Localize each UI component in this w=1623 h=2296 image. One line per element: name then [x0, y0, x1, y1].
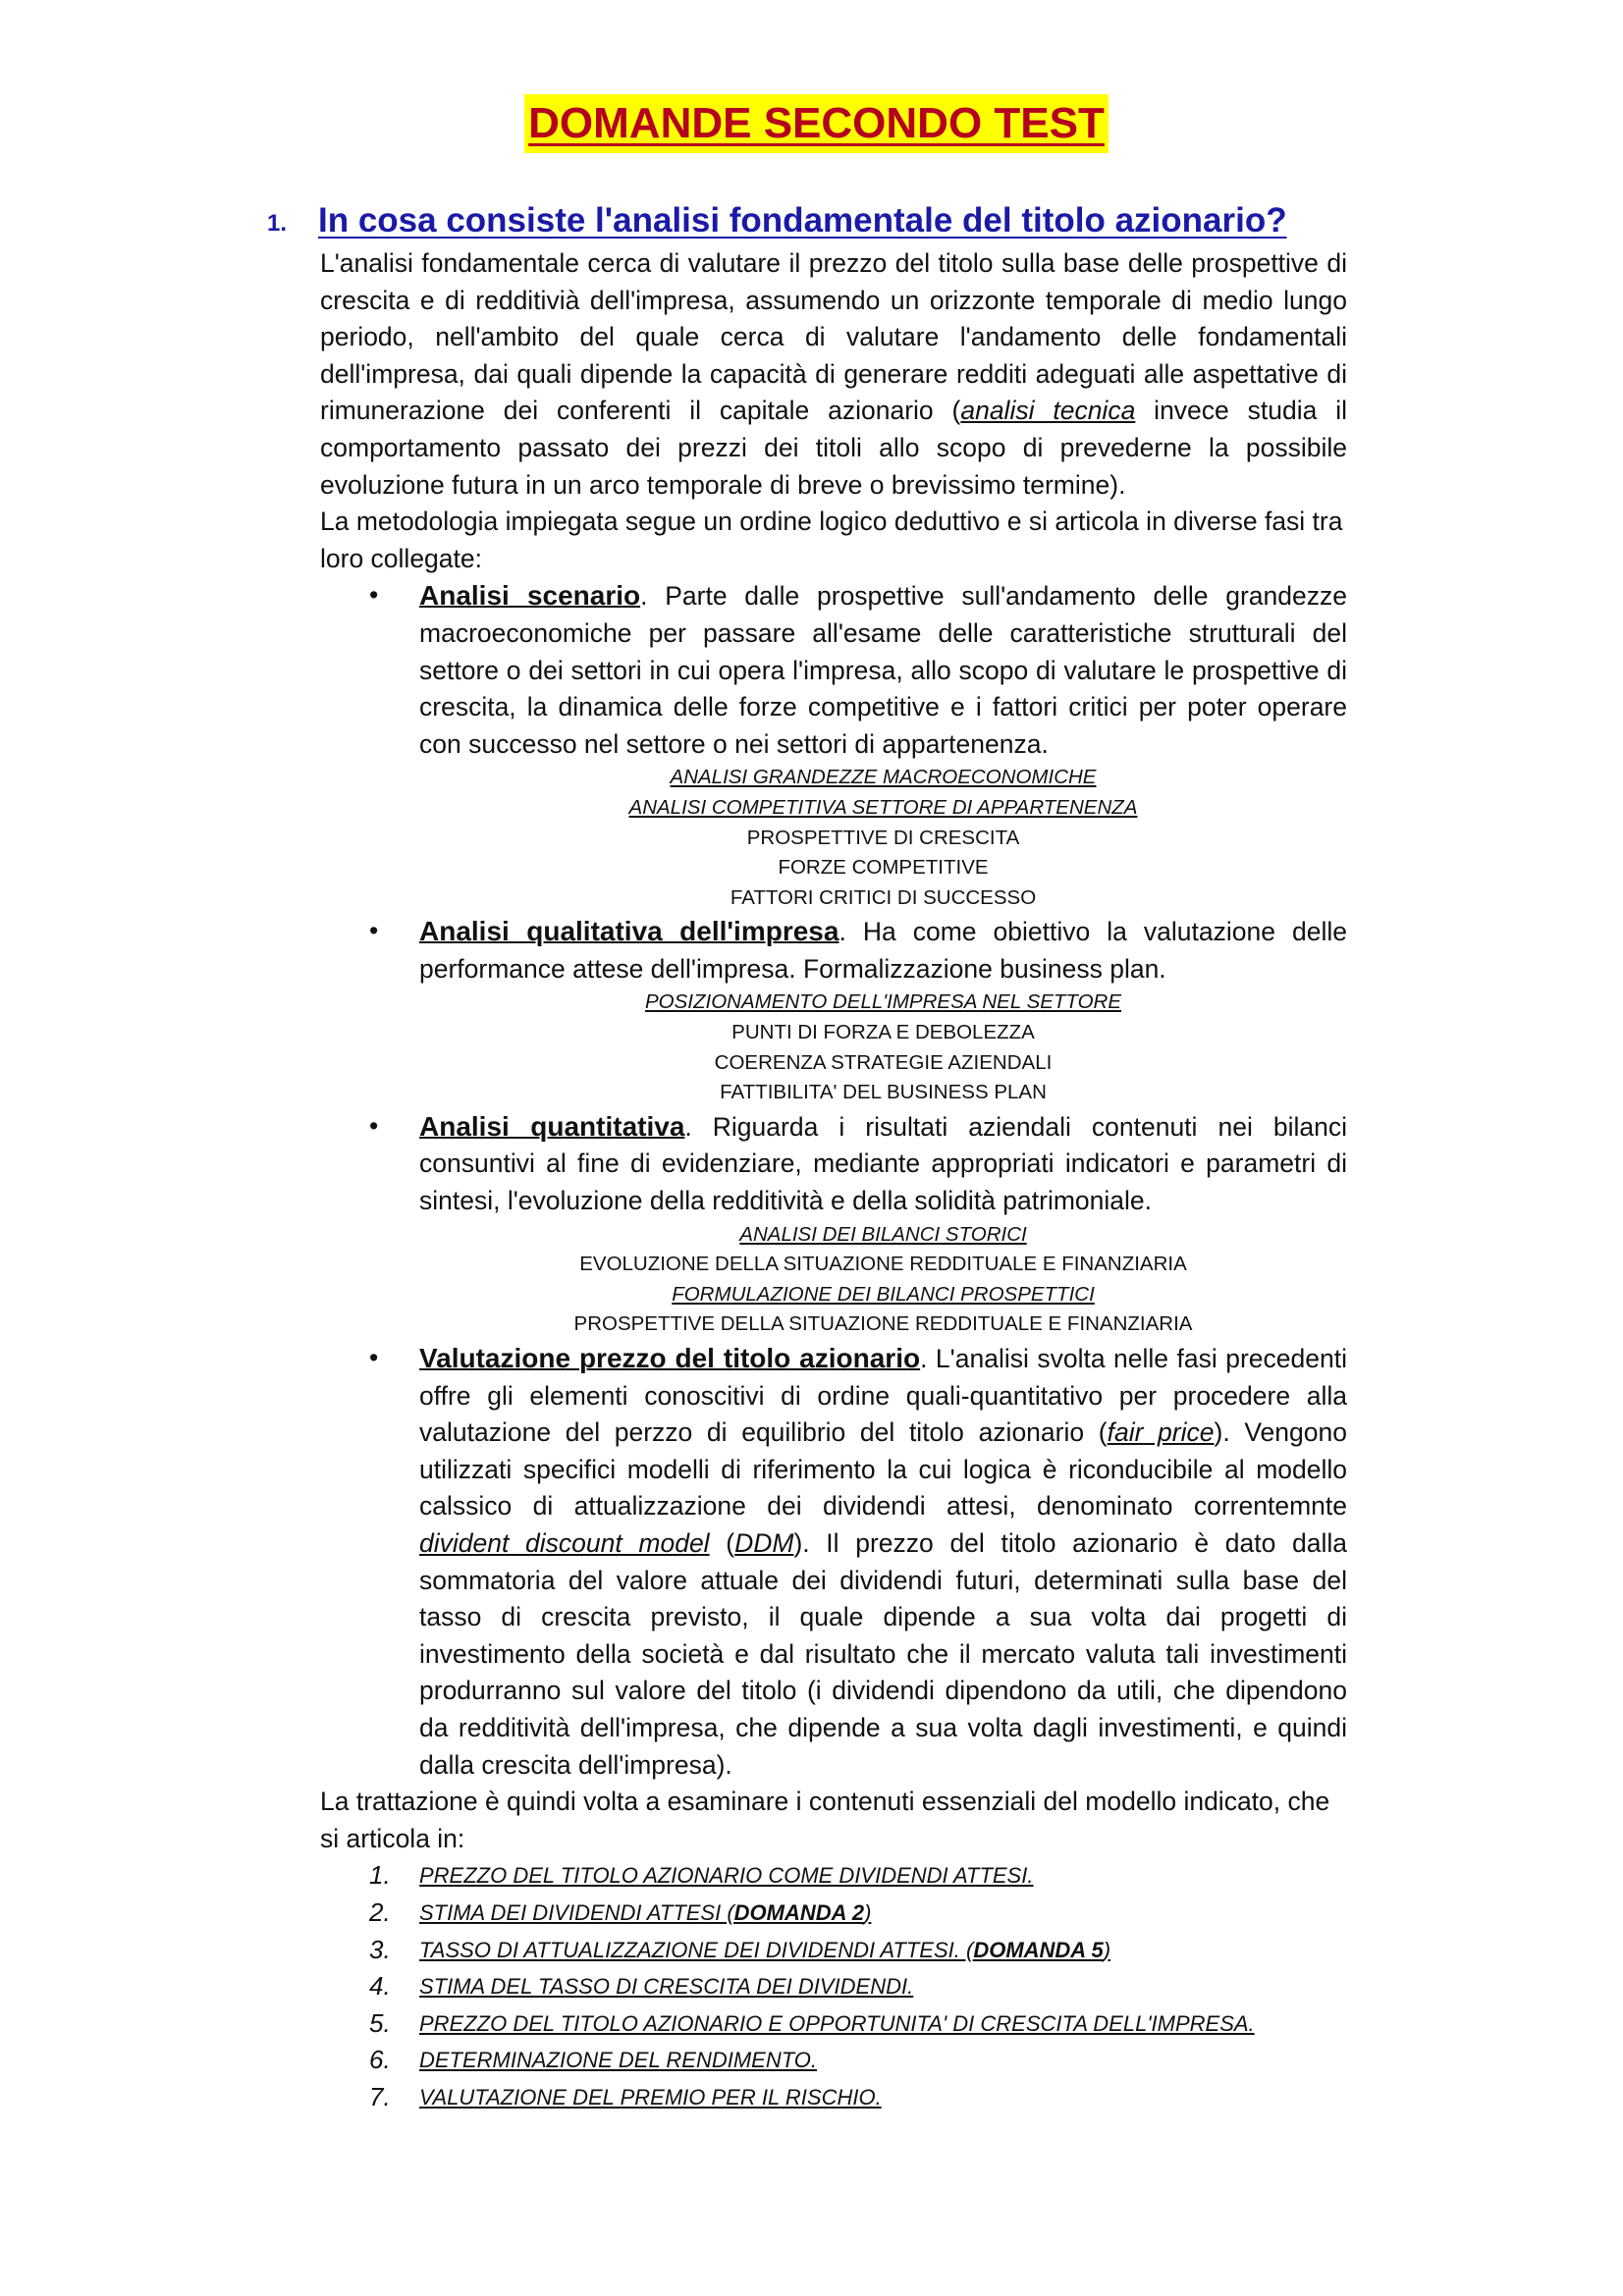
sub-item: FATTIBILITA' DEL BUSINESS PLAN: [720, 1081, 1047, 1104]
ddm-long-term: divident discount model: [419, 1527, 710, 1558]
bullet-text: . L'analisi svolta nelle fasi precedenti offre gli elementi conoscitivi di ordine quali-quantitativo per procedere alla valutazione del perzzo di equilibrio del titolo azionario (: [419, 1344, 1347, 1448]
fair-price-term: fair price: [1107, 1417, 1215, 1448]
list-item: [320, 2079, 1347, 2116]
sub-item: ANALISI GRANDEZZE MACROECONOMICHE: [670, 766, 1097, 789]
answer-body: [320, 245, 1347, 2115]
list-text: DETERMINAZIONE DEL RENDIMENTO.: [419, 2048, 818, 2073]
list-bold: DOMANDA 5: [973, 1937, 1104, 1962]
bullet-analisi-quantitativa: [320, 1108, 1347, 1220]
list-tail: ): [1103, 1937, 1111, 1962]
bullet-analisi-qualitativa: [320, 913, 1347, 988]
ddm-term: DDM: [734, 1527, 794, 1558]
sub-item: FORMULAZIONE DEI BILANCI PROSPETTICI: [672, 1282, 1095, 1306]
bullet-icon: •: [369, 1343, 379, 1372]
list-number: 6.: [369, 2045, 391, 2075]
list-item: [320, 1932, 1347, 1969]
bullet-icon: •: [369, 1110, 379, 1141]
list-item: [320, 2042, 1347, 2079]
list-number: 7.: [369, 2081, 391, 2111]
method-paragraph: La metodologia impiegata segue un ordine logico deduttivo e si articola in diverse fasi tra loro collegate:: [320, 507, 1343, 573]
list-item: [320, 1968, 1347, 2005]
bullet-head: Analisi scenario: [419, 580, 641, 612]
bullet-text: . Riguarda i risultati aziendali contenuti nei bilanci consuntivi al fine di evidenziare, mediante appropriati indicatori e parametri di sintesi, l'evoluzione della redditività e della solidità patrimoniale.: [419, 1111, 1347, 1216]
title-wrapper: [0, 94, 1623, 153]
list-number: 4.: [369, 1971, 391, 2002]
bullet-head: Analisi quantitativa: [419, 1110, 685, 1142]
bullet-text: ). Il prezzo del titolo azionario è dato dalla sommatoria del valore attuale dei dividendi futuri, determinati sulla base del tasso di crescita previsto, il quale dipende a sua volta dai progetti di investimento della società e dal risultato che il mercato valuta tali investimenti produrranno sul valore del titolo (i dividendi dipendono da utili, che dipendono da redditività dell'impresa, che dipende a sua volta dagli investimenti, e quindi dalla crescita dell'impresa).: [419, 1527, 1347, 1780]
question-number: 1.: [267, 210, 288, 237]
list-number: 1.: [369, 1860, 391, 1891]
numbered-list: [320, 1857, 1347, 2115]
list-number: 2.: [369, 1896, 391, 1927]
sub-item: ANALISI DEI BILANCI STORICI: [739, 1222, 1027, 1246]
bullet-icon: •: [369, 916, 379, 946]
page-title: DOMANDE SECONDO TEST: [524, 94, 1109, 153]
intro-paragraph: [320, 245, 1347, 504]
sub-item: COERENZA STRATEGIE AZIENDALI: [714, 1050, 1053, 1074]
bullet-icon: •: [369, 580, 379, 611]
list-text: PREZZO DEL TITOLO AZIONARIO COME DIVIDENDI ATTESI.: [419, 1863, 1034, 1889]
sub-item: POSIZIONAMENTO DELL'IMPRESA NEL SETTORE: [644, 990, 1122, 1014]
bullet-text: . Ha come obiettivo la valutazione delle performance attese dell'impresa. Formalizzazione business plan.: [419, 917, 1347, 984]
bullet-analisi-scenario: [320, 577, 1347, 763]
sub-item: EVOLUZIONE DELLA SITUAZIONE REDDITUALE E FINANZIARIA: [579, 1253, 1187, 1276]
bullet-head: Valutazione prezzo del titolo azionario: [419, 1343, 921, 1373]
intro-text-2: invece studia il comportamento passato dei prezzi dei titoli allo scopo di prevederne la possibile evoluzione futura in un arco temporale di breve o brevissimo termine).: [320, 396, 1348, 500]
list-text: STIMA DEI DIVIDENDI ATTESI (: [419, 1899, 734, 1925]
list-item: [320, 2005, 1347, 2043]
sub-item: ANALISI COMPETITIVA SETTORE DI APPARTENENZA: [628, 795, 1138, 819]
list-tail: ): [864, 1899, 872, 1925]
sub-item: FORZE COMPETITIVE: [778, 856, 989, 880]
bullet-text: (: [709, 1527, 735, 1558]
bullet-text: ). Vengono utilizzati specifici modelli di riferimento la cui logica è riconducibile al modello calssico di attualizzazione dei dividendi attesi, denominato correntemnte: [419, 1417, 1347, 1522]
closing-paragraph: La trattazione è quindi volta a esaminare i contenuti essenziali del modello indicato, che si articola in:: [320, 1787, 1330, 1853]
list-bold: DOMANDA 2: [733, 1899, 865, 1925]
sub-item: PROSPETTIVE DI CRESCITA: [746, 826, 1020, 849]
analisi-tecnica-term: analisi tecnica: [960, 396, 1136, 426]
list-number: 3.: [369, 1934, 391, 1964]
question-text: In cosa consiste l'analisi fondamentale del titolo azionario?: [318, 201, 1287, 240]
bullet-head: Analisi qualitativa dell'impresa: [419, 916, 839, 947]
list-item: [320, 1857, 1347, 1895]
sub-item: PROSPETTIVE DELLA SITUAZIONE REDDITUALE E FINANZIARIA: [573, 1312, 1193, 1336]
list-number: 5.: [369, 2007, 391, 2038]
list-item: [320, 1895, 1347, 1932]
bullet-valutazione-prezzo: [320, 1340, 1347, 1784]
list-text: TASSO DI ATTUALIZZAZIONE DEI DIVIDENDI ATTESI. (: [419, 1937, 974, 1962]
sub-item: PUNTI DI FORZA E DEBOLEZZA: [731, 1021, 1035, 1044]
sub-item: FATTORI CRITICI DI SUCCESSO: [730, 885, 1037, 909]
list-text: VALUTAZIONE DEL PREMIO PER IL RISCHIO.: [419, 2084, 882, 2109]
list-text: PREZZO DEL TITOLO AZIONARIO E OPPORTUNITA' DI CRESCITA DELL'IMPRESA.: [419, 2010, 1255, 2036]
list-text: STIMA DEL TASSO DI CRESCITA DEI DIVIDENDI.: [419, 1974, 914, 2000]
bullet-text: . Parte dalle prospettive sull'andamento delle grandezze macroeconomiche per passare all'esame delle caratteristiche strutturali del settore o dei settori in cui opera l'impresa, allo scopo di valutare le prospettive di crescita, la dinamica delle forze competitive e i fattori critici per poter operare con successo nel settore o nei settori di appartenenza.: [419, 581, 1347, 759]
intro-text-1: L'analisi fondamentale cerca di valutare il prezzo del titolo sulla base delle prospettive di crescita e di redditivià dell'impresa, assumendo un orizzonte temporale di medio lungo periodo, nell'ambito del quale cerca di valutare l'andamento delle fondamentali dell'impresa, dai quali dipende la capacità di generare redditi adeguati alle aspettative di rimunerazione dei conferenti il capitale azionario (: [320, 248, 1347, 426]
